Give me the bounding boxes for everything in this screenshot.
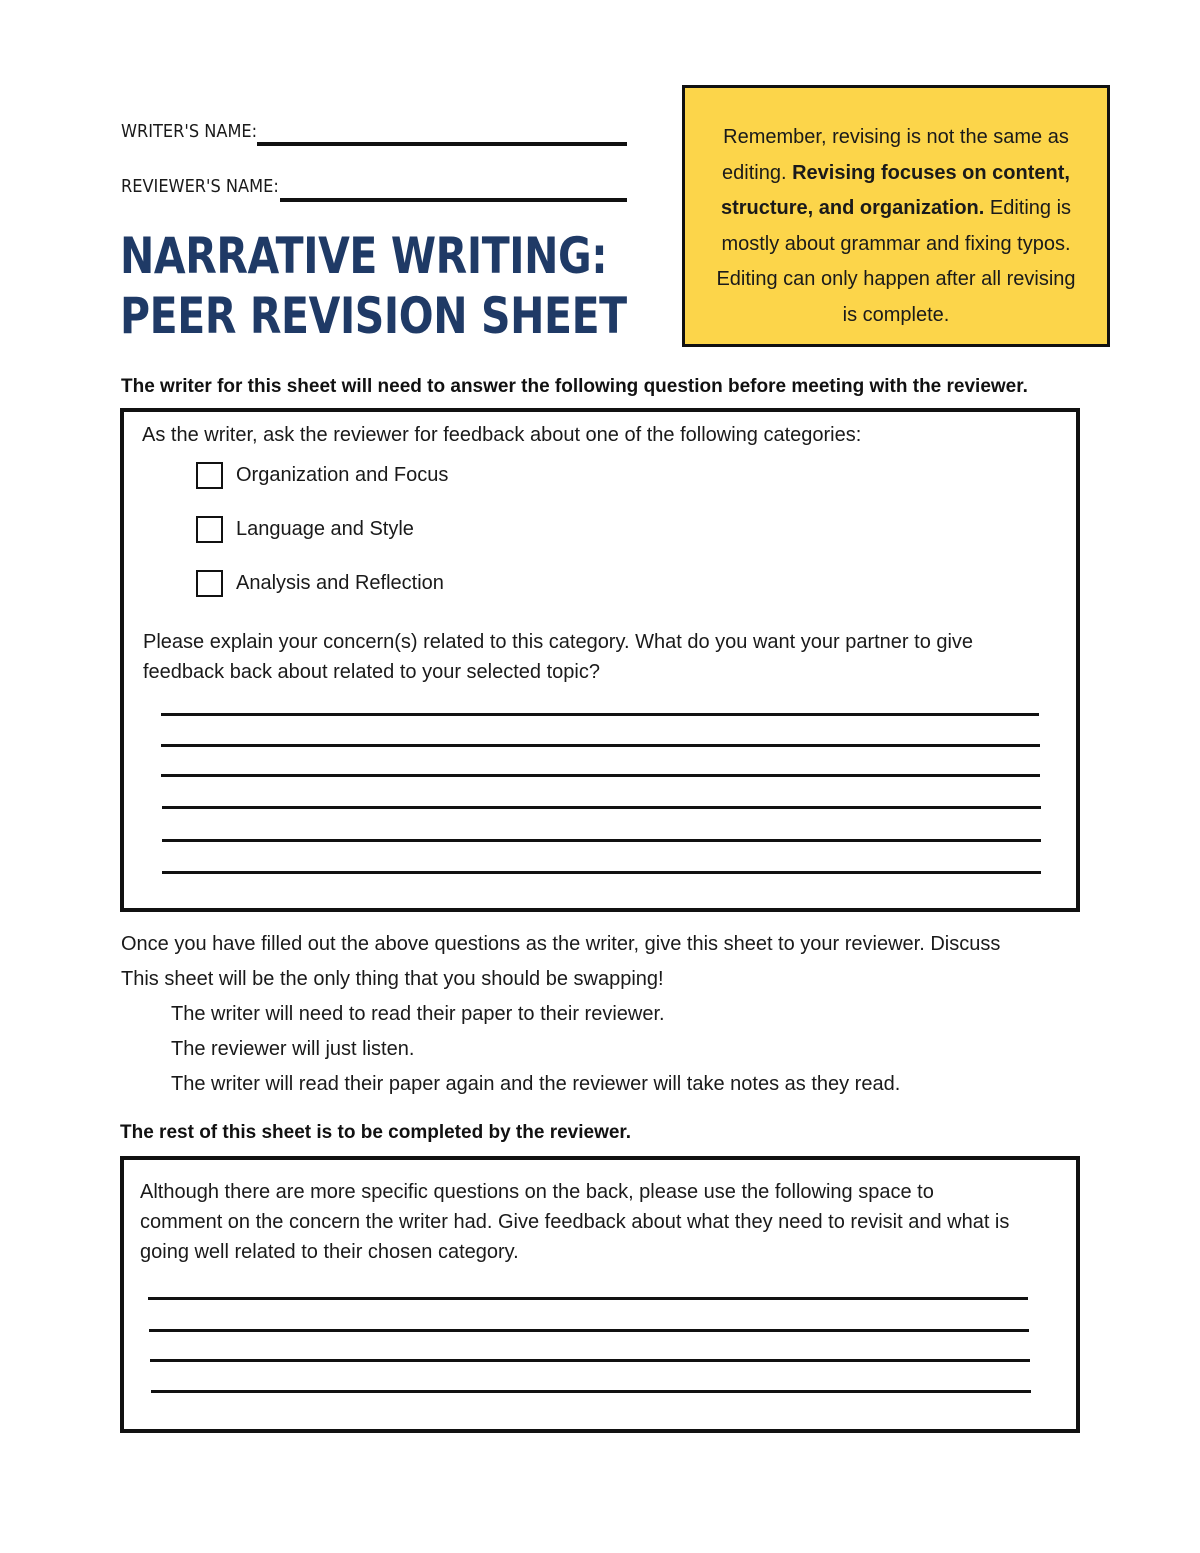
writer-name-field[interactable] bbox=[257, 142, 627, 146]
concern-prompt-line-2: feedback back about related to your selected topic? bbox=[143, 661, 600, 683]
note-text-2: Editing is mostly about grammar and fixing typos. Editing can only happen after all revising is complete. bbox=[716, 197, 1076, 326]
page-title-line-1: NARRATIVE WRITING: bbox=[120, 227, 608, 285]
checkbox-organization-focus[interactable] bbox=[196, 462, 223, 489]
reviewer-prompt-line-1: Although there are more specific questions on the back, please use the following space to bbox=[140, 1181, 934, 1203]
reviewer-answer-line[interactable] bbox=[149, 1329, 1029, 1332]
page-title-line-2: PEER REVISION SHEET bbox=[120, 287, 627, 345]
reviewer-answer-line[interactable] bbox=[151, 1390, 1031, 1393]
writer-section-heading: The writer for this sheet will need to answer the following question before meeting with the reviewer. bbox=[121, 376, 1028, 397]
note-text-bold: Revising focuses on content, structure, and organization. bbox=[720, 161, 1070, 219]
revising-note-box bbox=[682, 85, 1110, 347]
reviewer-answer-line[interactable] bbox=[150, 1359, 1030, 1362]
option-label-language-style: Language and Style bbox=[236, 518, 414, 540]
concern-prompt-line-1: Please explain your concern(s) related to this category. What do you want your partner to give bbox=[143, 631, 974, 653]
writer-answer-line[interactable] bbox=[161, 774, 1040, 777]
reviewer-name-label: REVIEWER'S NAME: bbox=[121, 176, 279, 197]
reviewer-name-field[interactable] bbox=[280, 198, 627, 202]
instructions-line-1: Once you have filled out the above questions as the writer, give this sheet to your reviewer. Discuss bbox=[121, 933, 1001, 955]
option-label-organization-focus: Organization and Focus bbox=[236, 464, 449, 486]
writer-answer-line[interactable] bbox=[161, 744, 1040, 747]
writer-answer-line[interactable] bbox=[161, 713, 1039, 716]
reviewer-answer-line[interactable] bbox=[148, 1297, 1028, 1300]
reviewer-prompt-line-2: comment on the concern the writer had. Give feedback about what they need to revisit and what is bbox=[140, 1211, 1010, 1233]
option-label-analysis-reflection: Analysis and Reflection bbox=[236, 572, 444, 594]
writer-answer-line[interactable] bbox=[162, 839, 1041, 842]
writer-answer-line[interactable] bbox=[162, 806, 1041, 809]
reviewer-section-heading: The rest of this sheet is to be completed by the reviewer. bbox=[120, 1122, 632, 1143]
instructions-line-2: This sheet will be the only thing that you should be swapping! bbox=[121, 968, 664, 990]
instruction-step: The writer will read their paper again and the reviewer will take notes as they read. bbox=[171, 1073, 901, 1095]
instruction-step: The reviewer will just listen. bbox=[171, 1038, 415, 1060]
instruction-step: The writer will need to read their paper to their reviewer. bbox=[171, 1003, 665, 1025]
checkbox-analysis-reflection[interactable] bbox=[196, 570, 223, 597]
reviewer-prompt-line-3: going well related to their chosen category. bbox=[140, 1241, 519, 1263]
writer-answer-line[interactable] bbox=[162, 871, 1041, 874]
checkbox-language-style[interactable] bbox=[196, 516, 223, 543]
writer-name-label: WRITER'S NAME: bbox=[121, 121, 258, 142]
category-prompt: As the writer, ask the reviewer for feedback about one of the following categories: bbox=[142, 424, 862, 446]
note-text-1: Remember, revising is not the same as editing. bbox=[722, 126, 1069, 184]
